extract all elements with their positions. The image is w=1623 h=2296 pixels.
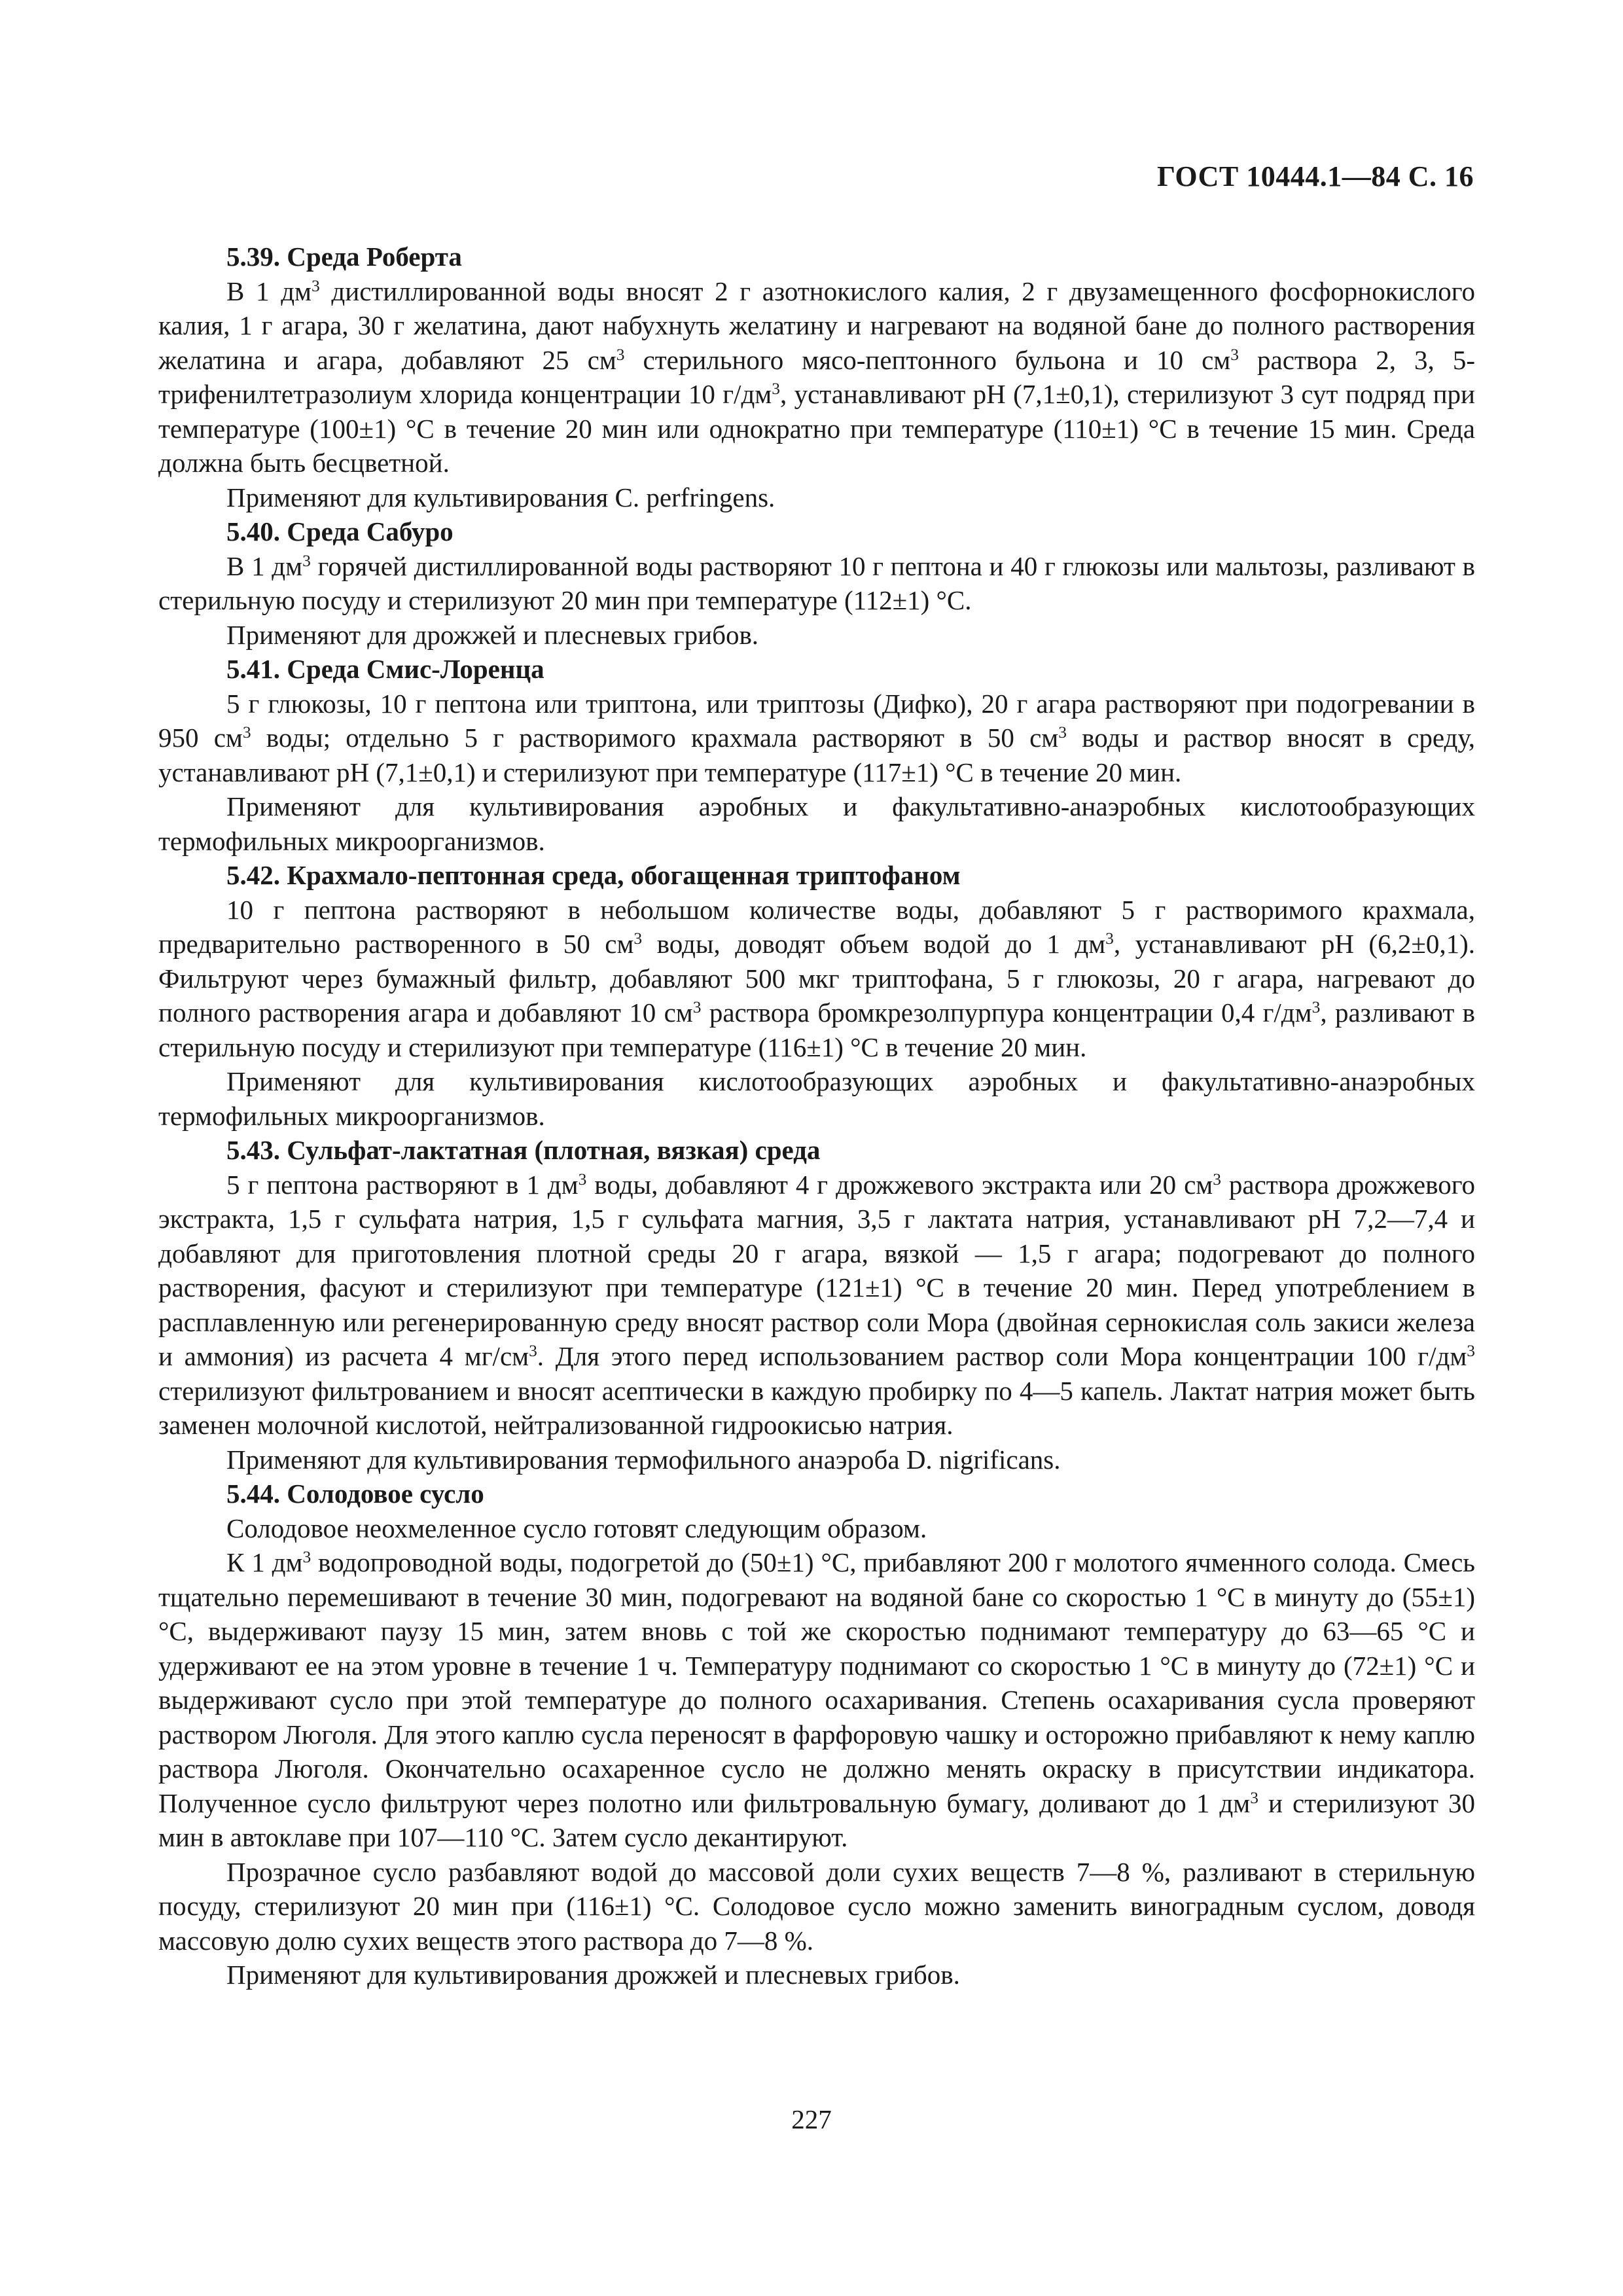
paragraph: Применяют для дрожжей и плесневых грибов. bbox=[226, 619, 759, 650]
section-heading-5-44: 5.44. Солодовое сусло bbox=[226, 1479, 484, 1509]
section-heading-5-41: 5.41. Среда Смис-Лоренца bbox=[226, 654, 544, 684]
paragraph: Применяют для культивирования кислотообразующих аэробных и факультативно-анаэробных термофильных микроорганизмов. bbox=[158, 1066, 1475, 1131]
document-header: ГОСТ 10444.1—84 С. 16 bbox=[1156, 160, 1474, 192]
paragraph: В 1 $дм^3$ дистиллированной воды вносят 2 г азотнокислого калия, 2 г двузамещенного фосфорнокислого калия, 1 г агара, 30 г желатина, дают набухнуть желатину и нагревают на водяной бане до полного растворения желатина и агара, добавляют 25 $см^3$ стерильного мясо-пептонного бульона и 10 $см^3$ раствора 2, 3, 5-трифенилтетразолиум хлорида концентрации 10 $г/дм^3$, устанавливают pH (7,1±0,1), стерилизуют 3 сут подряд при температуре (100±1) °С в течение 20 мин или однократно при температуре (110±1) °С в течение 15 мин. Среда должна быть бесцветной. bbox=[158, 276, 1476, 478]
section-heading-5-39: 5.39. Среда Роберта bbox=[226, 242, 462, 272]
paragraph: Применяют для культивирования дрожжей и плесневых грибов. bbox=[226, 1960, 960, 1990]
paragraph: В 1 $дм^3$ горячей дистиллированной воды растворяют 10 г пептона и 40 г глюкозы или мальтозы, разливают в стерильную посуду и стерилизуют 20 мин при температуре (112±1) °С. bbox=[158, 550, 1475, 615]
paragraph: Солодовое неохмеленное сусло готовят следующим образом. bbox=[226, 1513, 927, 1543]
paragraph: Применяют для культивирования термофильного анаэроба D. nigrificans. bbox=[226, 1444, 1061, 1475]
section-heading-5-40: 5.40. Среда Сабуро bbox=[226, 516, 454, 547]
paragraph: 5 г глюкозы, 10 г пептона или триптона, или триптозы (Дифко), 20 г агара растворяют при подогревании в 950 $см^3$ воды; отдельно 5 г растворимого крахмала растворяют в 50 $см^3$ воды и раствор вносят в среду, устанавливают pH (7,1±0,1) и стерилизуют при температуре (117±1) °С в течение 20 мин. bbox=[158, 688, 1475, 787]
paragraph: Применяют для культивирования С. perfringens. bbox=[226, 482, 776, 512]
paragraph: Прозрачное сусло разбавляют водой до массовой доли сухих веществ 7—8 %, разливают в стерильную посуду, стерилизуют 20 мин при (116±1) °С. Солодовое сусло можно заменить виноградным суслом, доводя массовую долю сухих веществ этого раствора до 7—8 %. bbox=[158, 1856, 1475, 1956]
paragraph: К 1 $дм^3$ водопроводной воды, подогретой до (50±1) °С, прибавляют 200 г молотого ячменного солода. Смесь тщательно перемешивают в течение 30 мин, подогревают на водяной бане со скоростью 1 °С в минуту до (55±1) °С, выдерживают паузу 15 мин, затем вновь с той же скоростью поднимают температуру до 63—65 °С и удерживают ее на этом уровне в течение 1 ч. Температуру поднимают со скоростью 1 °С в минуту до (72±1) °С и выдерживают сусло при этой температуре до полного осахаривания. Степень осахаривания сусла проверяют раствором Люголя. Для этого каплю сусла переносят в фарфоровую чашку и осторожно прибавляют к нему каплю раствора Люголя. Окончательно осахаренное сусло не должно менять окраску в присутствии индикатора. Полученное сусло фильтруют через полотно или фильтровальную бумагу, доливают до 1 $дм^3$ и стерилизуют 30 мин в автоклаве при 107—110 °С. Затем сусло декантируют. bbox=[158, 1547, 1476, 1852]
paragraph: 5 г пептона растворяют в 1 $дм^3$ воды, добавляют 4 г дрожжевого экстракта или 20 $см^3$ раствора дрожжевого экстракта, 1,5 г сульфата натрия, 1,5 г сульфата магния, 3,5 г лактата натрия, устанавливают pH 7,2—7,4 и добавляют для приготовления плотной среды 20 г агара, вязкой — 1,5 г агара; подогревают до полного растворения, фасуют и стерилизуют при температуре (121±1) °С в течение 20 мин. Перед употреблением в расплавленную или регенерированную среду вносят раствор соли Мора (двойная сернокислая соль закиси железа и аммония) из расчета 4 $мг/см^3$. Для этого перед использованием раствор соли Мора концентрации 100 $г/дм^3$ стерилизуют фильтрованием и вносят асептически в каждую пробирку по 4—5 капель. Лактат натрия может быть заменен молочной кислотой, нейтрализованной гидроокисью натрия. bbox=[158, 1169, 1475, 1440]
paragraph: Применяют для культивирования аэробных и факультативно-анаэробных кислотообразующих термофильных микроорганизмов. bbox=[158, 791, 1475, 856]
paragraph: 10 г пептона растворяют в небольшом количестве воды, добавляют 5 г растворимого крахмала, предварительно растворенного в 50 $см^3$ воды, доводят объем водой до 1 $дм^3$, устанавливают pH (6,2±0,1). Фильтруют через бумажный фильтр, добавляют 500 мкг триптофана, 5 г глюкозы, 20 г агара, нагревают до полного растворения агара и добавляют 10 $см^3$ раствора бромкрезолпурпура концентрации 0,4 $г/дм^3$, разливают в стерильную посуду и стерилизуют при температуре (116±1) °С в течение 20 мин. bbox=[158, 894, 1476, 1062]
section-heading-5-43: 5.43. Сульфат-лактатная (плотная, вязкая) среда bbox=[226, 1135, 821, 1165]
page-number: 227 bbox=[791, 2104, 832, 2134]
document-body bbox=[158, 240, 1475, 1992]
section-heading-5-42: 5.42. Крахмало-пептонная среда, обогащенная триптофаном bbox=[226, 860, 961, 890]
